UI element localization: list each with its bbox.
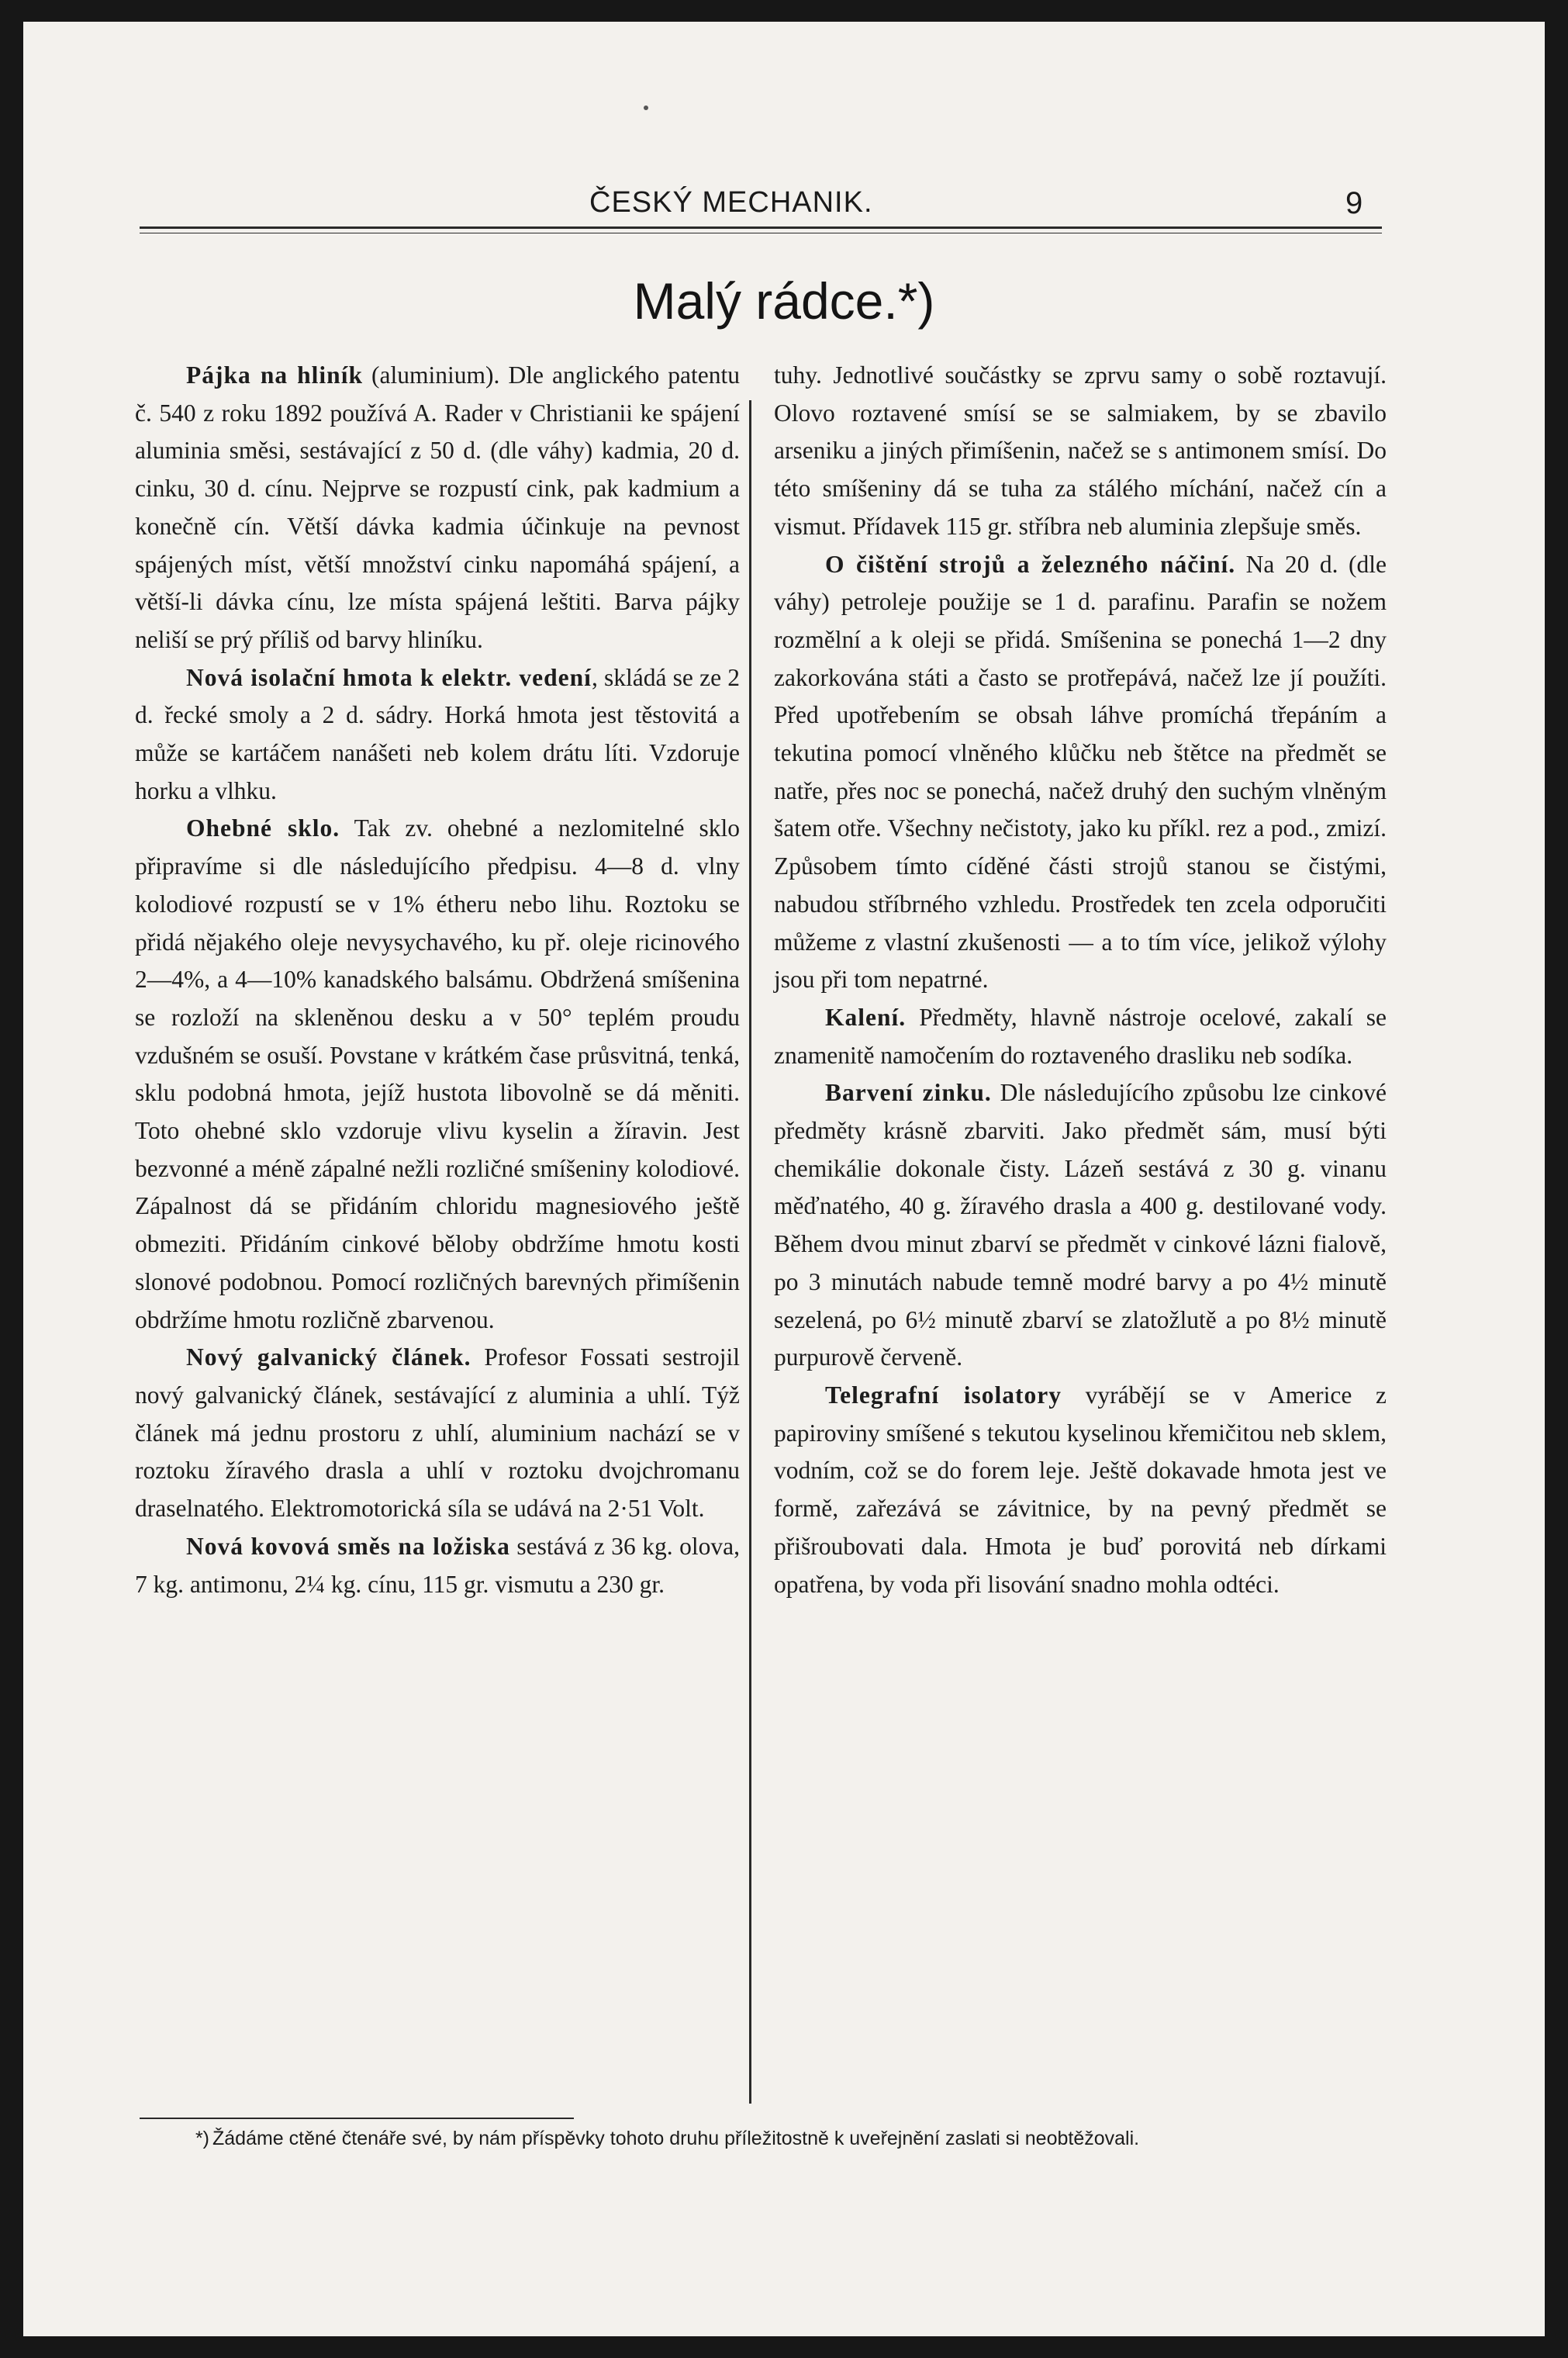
paragraph [135,1528,740,1603]
paragraph-heading: Nový galvanický článek. [186,1343,471,1371]
footnote-rule [140,2118,574,2119]
paragraph-text: , skládá se ze 2 d. řecké smoly a 2 d. sádry. Horká hmota jest těstovitá a může se kartáčem nanášeti neb kolem drátu líti. Vzdoruje horku a vlhku. [135,663,741,804]
article-title: Malý rádce.*) [633,272,935,330]
footnote-text: Žádáme ctěné čtenáře své, by nám příspěvky tohoto druhu příležitostně k uveřejnění zaslati si neobtěžovali. [212,2128,1140,2149]
paragraph-heading: Kalení. [825,1003,907,1031]
header-rule [140,226,1382,229]
paragraph [135,810,740,1339]
paragraph [774,357,1387,546]
print-speck [644,105,648,110]
paragraph-text: (aluminium). Dle anglického patentu č. 540 z roku 1892 používá A. Rader v Christianii ke spájení aluminia směsi, sestávající z 50 d. (dle váhy) kadmia, 20 d. cinku, 30 d. cínu. Nejprve se rozpustí cink, pak kadmium a konečně cín. Větší dávka kadmia účinkuje na pevnost spájených míst, větší množství cinku napomáhá spájení, a větší-li dávka cínu, lze místa spájená leštiti. Barva pájky neliší se prý příliš od barvy hliníku. [135,361,740,653]
running-title: ČESKÝ MECHANIK. [589,186,873,219]
paragraph-heading: Ohebné sklo. [186,814,340,842]
paragraph-text: Předměty, hlavně nástroje ocelové, zakalí se znamenitě namočením do roztaveného drasliku neb sodíka. [774,1003,1387,1069]
paragraph [135,659,740,811]
paragraph-heading: O čištění strojů a železného náčiní. [825,550,1236,578]
paragraph-text: sestává z 36 kg. olova, 7 kg. antimonu, 2¼ kg. cínu, 115 gr. vismutu a 230 gr. [135,1532,740,1598]
paragraph [774,999,1387,1074]
paragraph-heading: Telegrafní isolatory [825,1381,1062,1409]
paragraph-text: Na 20 d. (dle váhy) petroleje použije se 1 d. parafinu. Parafin se nožem rozmělní a k oleji se přidá. Smíšenina se ponechá 1—2 dny zakorkována státi a často se protřepává, načež lze jí použíti. Před upotřebením se obsah láhve promíchá třepáním a tekutina pomocí vlněného klůčku neb štětce na předmět se natře, přes noc se ponechá, načež druhý den suchým vlněným šatem otře. Všechny nečistoty, jako ku příkl. rez a pod., zmizí. Způsobem tímto cíděné části strojů stanou se čistými, nabudou stříbrného vzhledu. Prostředek ten zcela odporučiti můžeme z vlastní zkušenosti — a to tím více, jelikož výlohy jsou při tom nepatrné. [774,550,1387,994]
right-column [774,357,1387,1603]
paragraph-heading: Nová isolační hmota k elektr. vedení [186,663,592,691]
paragraph-heading: Pájka na hliník [186,361,363,389]
column-divider [749,400,751,2104]
paragraph-text: Tak zv. ohebné a nezlomitelné sklo připravíme si dle následujícího předpisu. 4—8 d. vlny kolodiové rozpustí se v 1% étheru nebo lihu. Roztoku se přidá nějakého oleje nevysychavého, ku př. oleje ricinového 2—4%, a 4—10% kanadského balsámu. Obdržená smíšenina se rozloží na skleněnou desku a v 50° teplém proudu vzdušném se osuší. Povstane v krátkém čase průsvitná, tenká, sklu podobná hmota, jejíž hustota libovolně se dá měniti. Toto ohebné sklo vzdoruje vlivu kyselin a žíravin. Jest bezvonné a méně zápalné nežli rozličné smíšeniny kolodiové. Zápalnost dá se přidáním chloridu magnesiového ještě obmeziti. Přidáním cinkové běloby obdržíme hmotu kosti slonové podobnou. Pomocí rozličných barevných přimíšenin obdržíme hmotu rozličně zbarvenou. [135,814,740,1333]
paragraph-heading: Nová kovová směs na ložiska [186,1532,510,1560]
paragraph-text: Dle následujícího způsobu lze cinkové předměty krásně zbarviti. Jako předmět sám, musí býti chemikálie dokonale čisty. Lázeň sestává z 30 g. vinanu měďnatého, 40 g. žíravého drasla a 400 g. destilované vody. Během dvou minut zbarví se předmět v cinkové lázni fialově, po 3 minutách nabude temně modré barvy a po 4½ minutě sezelená, po 6½ minutě zbarví se zlatožlutě a po 8½ minutě purpurově červeně. [774,1079,1387,1371]
paragraph-heading: Barvení zinku. [825,1079,992,1107]
paragraph [774,546,1387,999]
paragraph [135,1339,740,1528]
document-page [23,22,1545,2336]
page-number: 9 [1345,186,1363,220]
left-column [135,357,740,1603]
paragraph-text: Profesor Fossati sestrojil nový galvanický článek, sestávající z aluminia a uhlí. Týž článek má jednu prostoru z uhlí, aluminium nachází se v roztoku žíravého drasla a uhlí v roztoku dvojchromanu draselnatého. Elektromotorická síla se udává na 2·51 Volt. [135,1343,740,1523]
footnote [135,2125,1407,2152]
paragraph-text: vyrábějí se v Americe z papiroviny smíšené s tekutou kyselinou křemičitou neb sklem, vodním, což se do forem leje. Ještě dokavade hmota jest ve formě, zařezává se závitnice, by na pevný předmět se přišroubovati dala. Hmota je buď porovitá neb dírkami opatřena, by voda při lisování snadno mohla odtéci. [774,1381,1387,1598]
paragraph-text: tuhy. Jednotlivé součástky se zprvu samy o sobě roztavují. Olovo roztavené smísí se se salmiakem, by se zbavilo arseniku a jiných přimíšenin, načež se s antimonem smísí. Do této smíšeniny dá se tuha za stálého míchání, načež cín a vismut. Přídavek 115 gr. stříbra neb aluminia zlepšuje směs. [774,361,1387,540]
footnote-mark: *) [195,2128,209,2149]
paragraph [774,1074,1387,1377]
paragraph [135,357,740,659]
paragraph [774,1377,1387,1603]
